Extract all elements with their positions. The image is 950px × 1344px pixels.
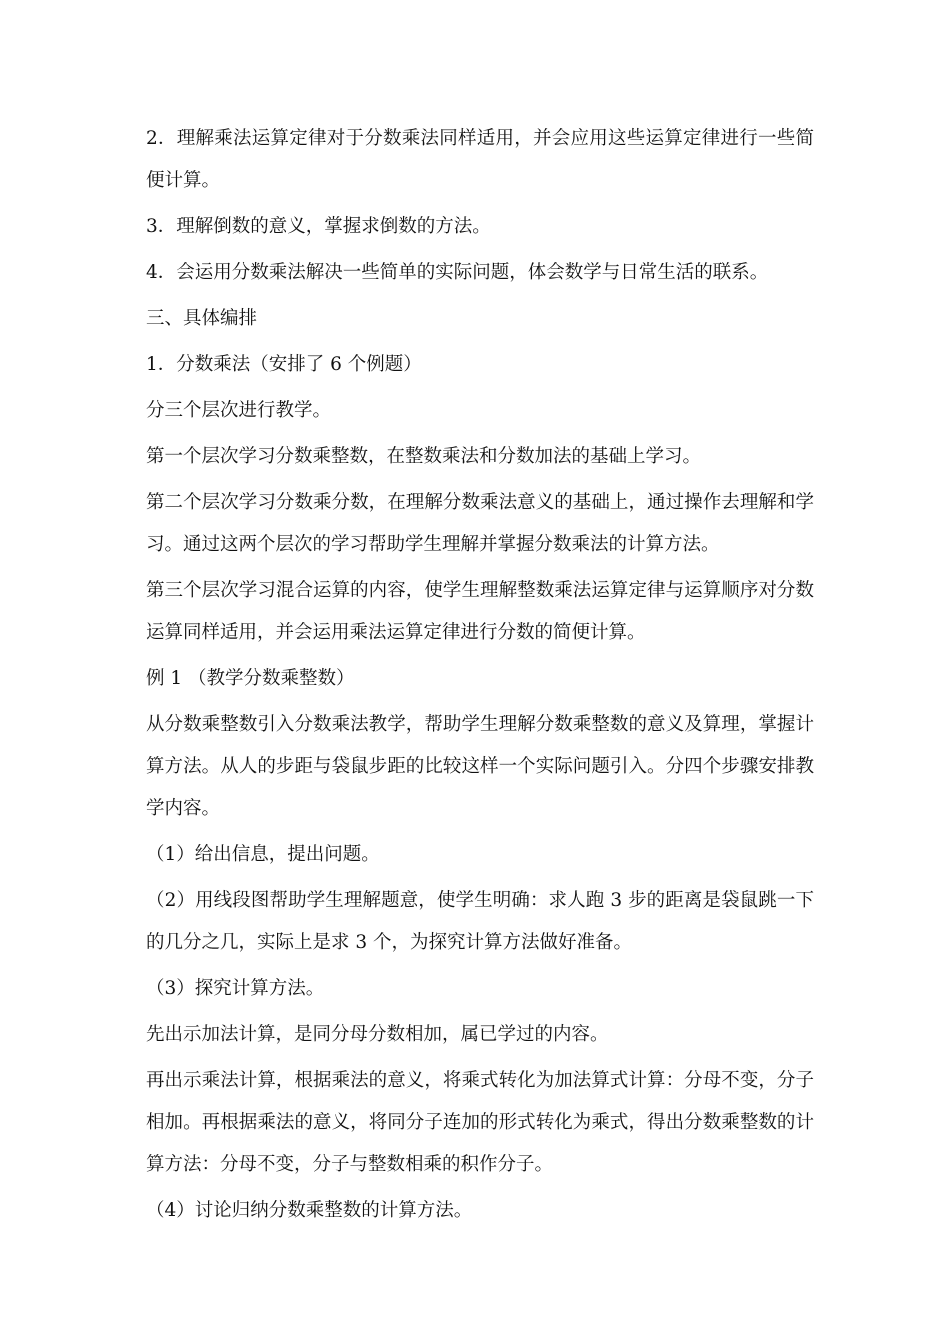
paragraph-objective-4: 4．会运用分数乘法解决一些简单的实际问题，体会数学与日常生活的联系。	[146, 262, 769, 283]
paragraph-level-1: 第一个层次学习分数乘整数，在整数乘法和分数加法的基础上学习。	[146, 446, 702, 467]
paragraph-objective-2: 2．理解乘法运算定律对于分数乘法同样适用，并会应用这些运算定律进行一些简便计算。	[146, 128, 814, 191]
paragraph-example-intro: 从分数乘整数引入分数乘法教学，帮助学生理解分数乘整数的意义及算理，掌握计算方法。从人的步距与袋鼠步距的比较这样一个实际问题引入。分四个步骤安排教学内容。	[146, 714, 814, 819]
paragraph-step-1: （1）给出信息，提出问题。	[146, 844, 380, 865]
subsection-heading: 1．分数乘法（安排了 6 个例题）	[146, 354, 422, 375]
paragraph-level-3: 第三个层次学习混合运算的内容，使学生理解整数乘法运算定律与运算顺序对分数运算同样适用，并会运用乘法运算定律进行分数的简便计算。	[146, 580, 814, 643]
paragraph-level-2: 第二个层次学习分数乘分数，在理解分数乘法意义的基础上，通过操作去理解和学习。通过这两个层次的学习帮助学生理解并掌握分数乘法的计算方法。	[146, 492, 814, 555]
paragraph-multiplication: 再出示乘法计算，根据乘法的意义，将乘式转化为加法算式计算：分母不变，分子相加。再根据乘法的意义，将同分子连加的形式转化为乘式，得出分数乘整数的计算方法：分母不变，分子与整数相乘的积作分子。	[146, 1070, 814, 1175]
paragraph-step-4: （4）讨论归纳分数乘整数的计算方法。	[146, 1200, 473, 1221]
paragraph-addition: 先出示加法计算，是同分母分数相加，属已学过的内容。	[146, 1024, 609, 1045]
section-heading: 三、具体编排	[146, 308, 258, 329]
example-heading: 例 1 （教学分数乘整数）	[146, 668, 355, 689]
paragraph-step-3: （3）探究计算方法。	[146, 978, 325, 999]
paragraph-step-2: （2）用线段图帮助学生理解题意，使学生明确：求人跑 3 步的距离是袋鼠跳一下的几分之几，实际上是求 3 个，为探究计算方法做好准备。	[146, 890, 814, 953]
document-body	[146, 118, 814, 1236]
paragraph-levels-intro: 分三个层次进行教学。	[146, 400, 332, 421]
paragraph-objective-3: 3．理解倒数的意义，掌握求倒数的方法。	[146, 216, 491, 237]
